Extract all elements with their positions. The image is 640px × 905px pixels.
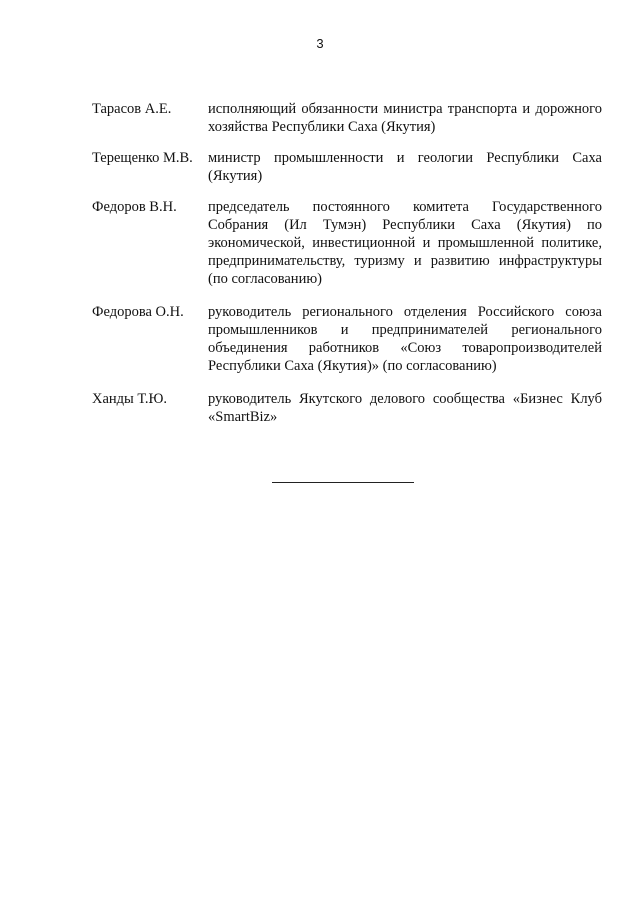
member-row <box>92 390 602 426</box>
member-name: Ханды Т.Ю. <box>92 391 167 407</box>
members-list <box>92 100 602 426</box>
member-role: министр промышленности и геологии Республики Саха (Якутия) <box>208 150 602 184</box>
member-row <box>92 149 602 185</box>
member-row <box>92 198 602 288</box>
member-name: Федорова О.Н. <box>92 304 184 320</box>
member-name: Тарасов А.Е. <box>92 101 172 117</box>
member-role: исполняющий обязанности министра транспорта и дорожного хозяйства Республики Саха (Якутия) <box>208 101 602 135</box>
page-number: 3 <box>316 36 324 51</box>
member-role: председатель постоянного комитета Государственного Собрания (Ил Тумэн) Республики Саха (Якутия) по экономической, инвестиционной и промышленной политике, предпринимательству, туризму и развитию инфраструктуры (по согласованию) <box>208 199 602 287</box>
member-role: руководитель регионального отделения Российского союза промышленников и предпринимателей регионального объединения работников «Союз товаропроизводителей Республики Саха (Якутия)» (по согласованию) <box>208 304 602 374</box>
end-of-list-divider <box>272 482 414 483</box>
member-row <box>92 303 602 375</box>
member-name: Терещенко М.В. <box>92 150 193 166</box>
member-role: руководитель Якутского делового сообщества «Бизнес Клуб «SmartBiz» <box>208 391 602 425</box>
member-row <box>92 100 602 136</box>
member-name: Федоров В.Н. <box>92 199 177 215</box>
